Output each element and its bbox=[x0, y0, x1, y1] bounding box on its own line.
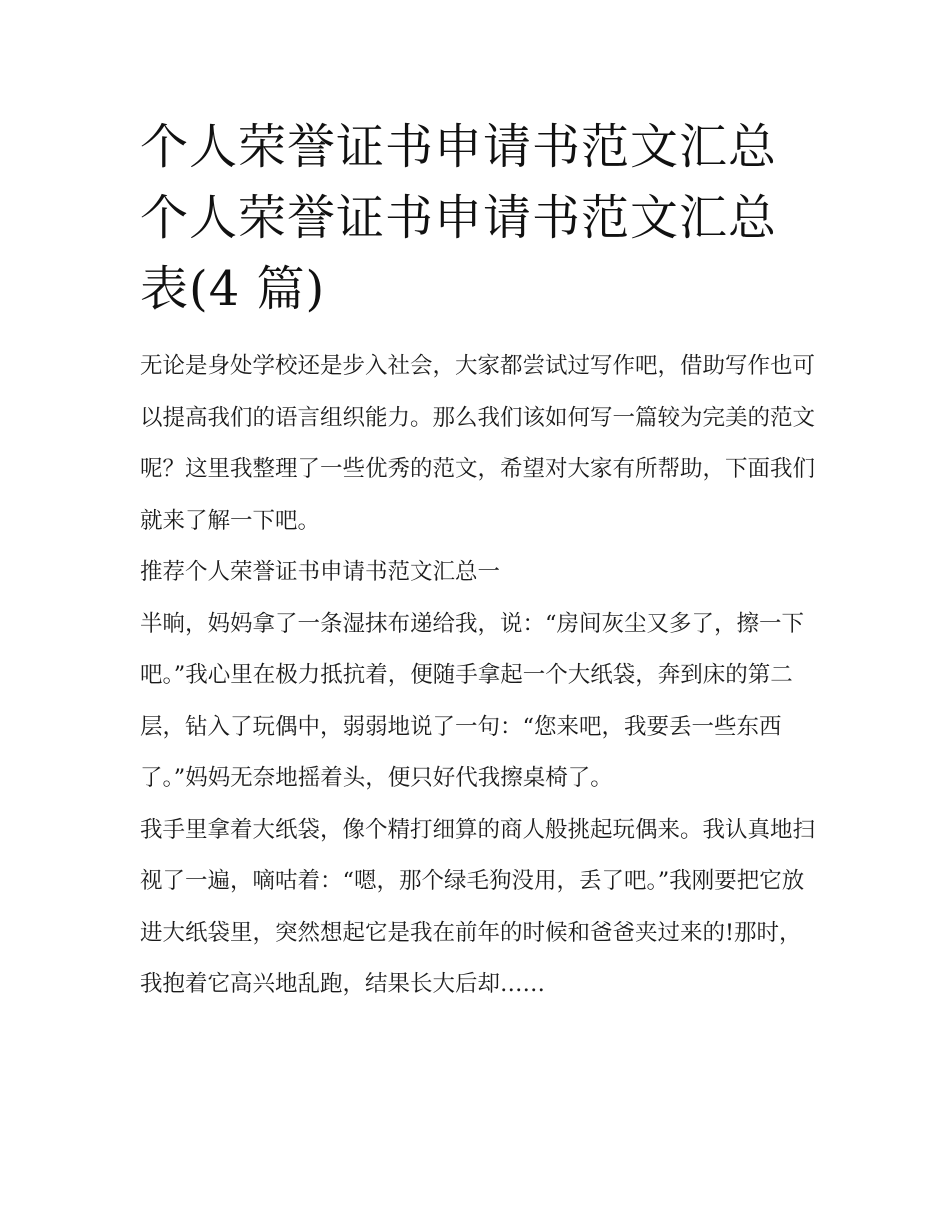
story-paragraph-1: 半晌，妈妈拿了一条湿抹布递给我，说：“房间灰尘又多了，擦一下吧。”我心里在极力抵抗着，便随手拿起一个大纸袋，奔到床的第二层，钻入了玩偶中，弱弱地说了一句：“您来吧，我要丢一些东西了。”妈妈无奈地摇着头，便只好代我擦桌椅了。 bbox=[140, 610, 805, 791]
document-body bbox=[140, 341, 820, 1011]
intro-paragraph: 无论是身处学校还是步入社会，大家都尝试过写作吧，借助写作也可以提高我们的语言组织能力。那么我们该如何写一篇较为完美的范文呢？这里我整理了一些优秀的范文，希望对大家有所帮助，下面我们就来了解一下吧。 bbox=[140, 353, 816, 534]
story-paragraph-2: 我手里拿着大纸袋，像个精打细算的商人般挑起玩偶来。我认真地扫视了一遍，嘀咕着：“嗯，那个绿毛狗没用，丢了吧。”我刚要把它放进大纸袋里，突然想起它是我在前年的时候和爸爸夹过来的!那时，我抱着它高兴地乱跑，结果长大后却…… bbox=[140, 816, 816, 997]
document-title bbox=[140, 112, 820, 325]
title-line-1: 个人荣誉证书申请书范文汇总 bbox=[140, 119, 778, 175]
title-line-3: 表(4 篇) bbox=[140, 261, 326, 317]
title-line-2: 个人荣誉证书申请书范文汇总 bbox=[140, 190, 778, 246]
section-heading: 推荐个人荣誉证书申请书范文汇总一 bbox=[140, 559, 501, 585]
document-page bbox=[140, 112, 820, 1011]
